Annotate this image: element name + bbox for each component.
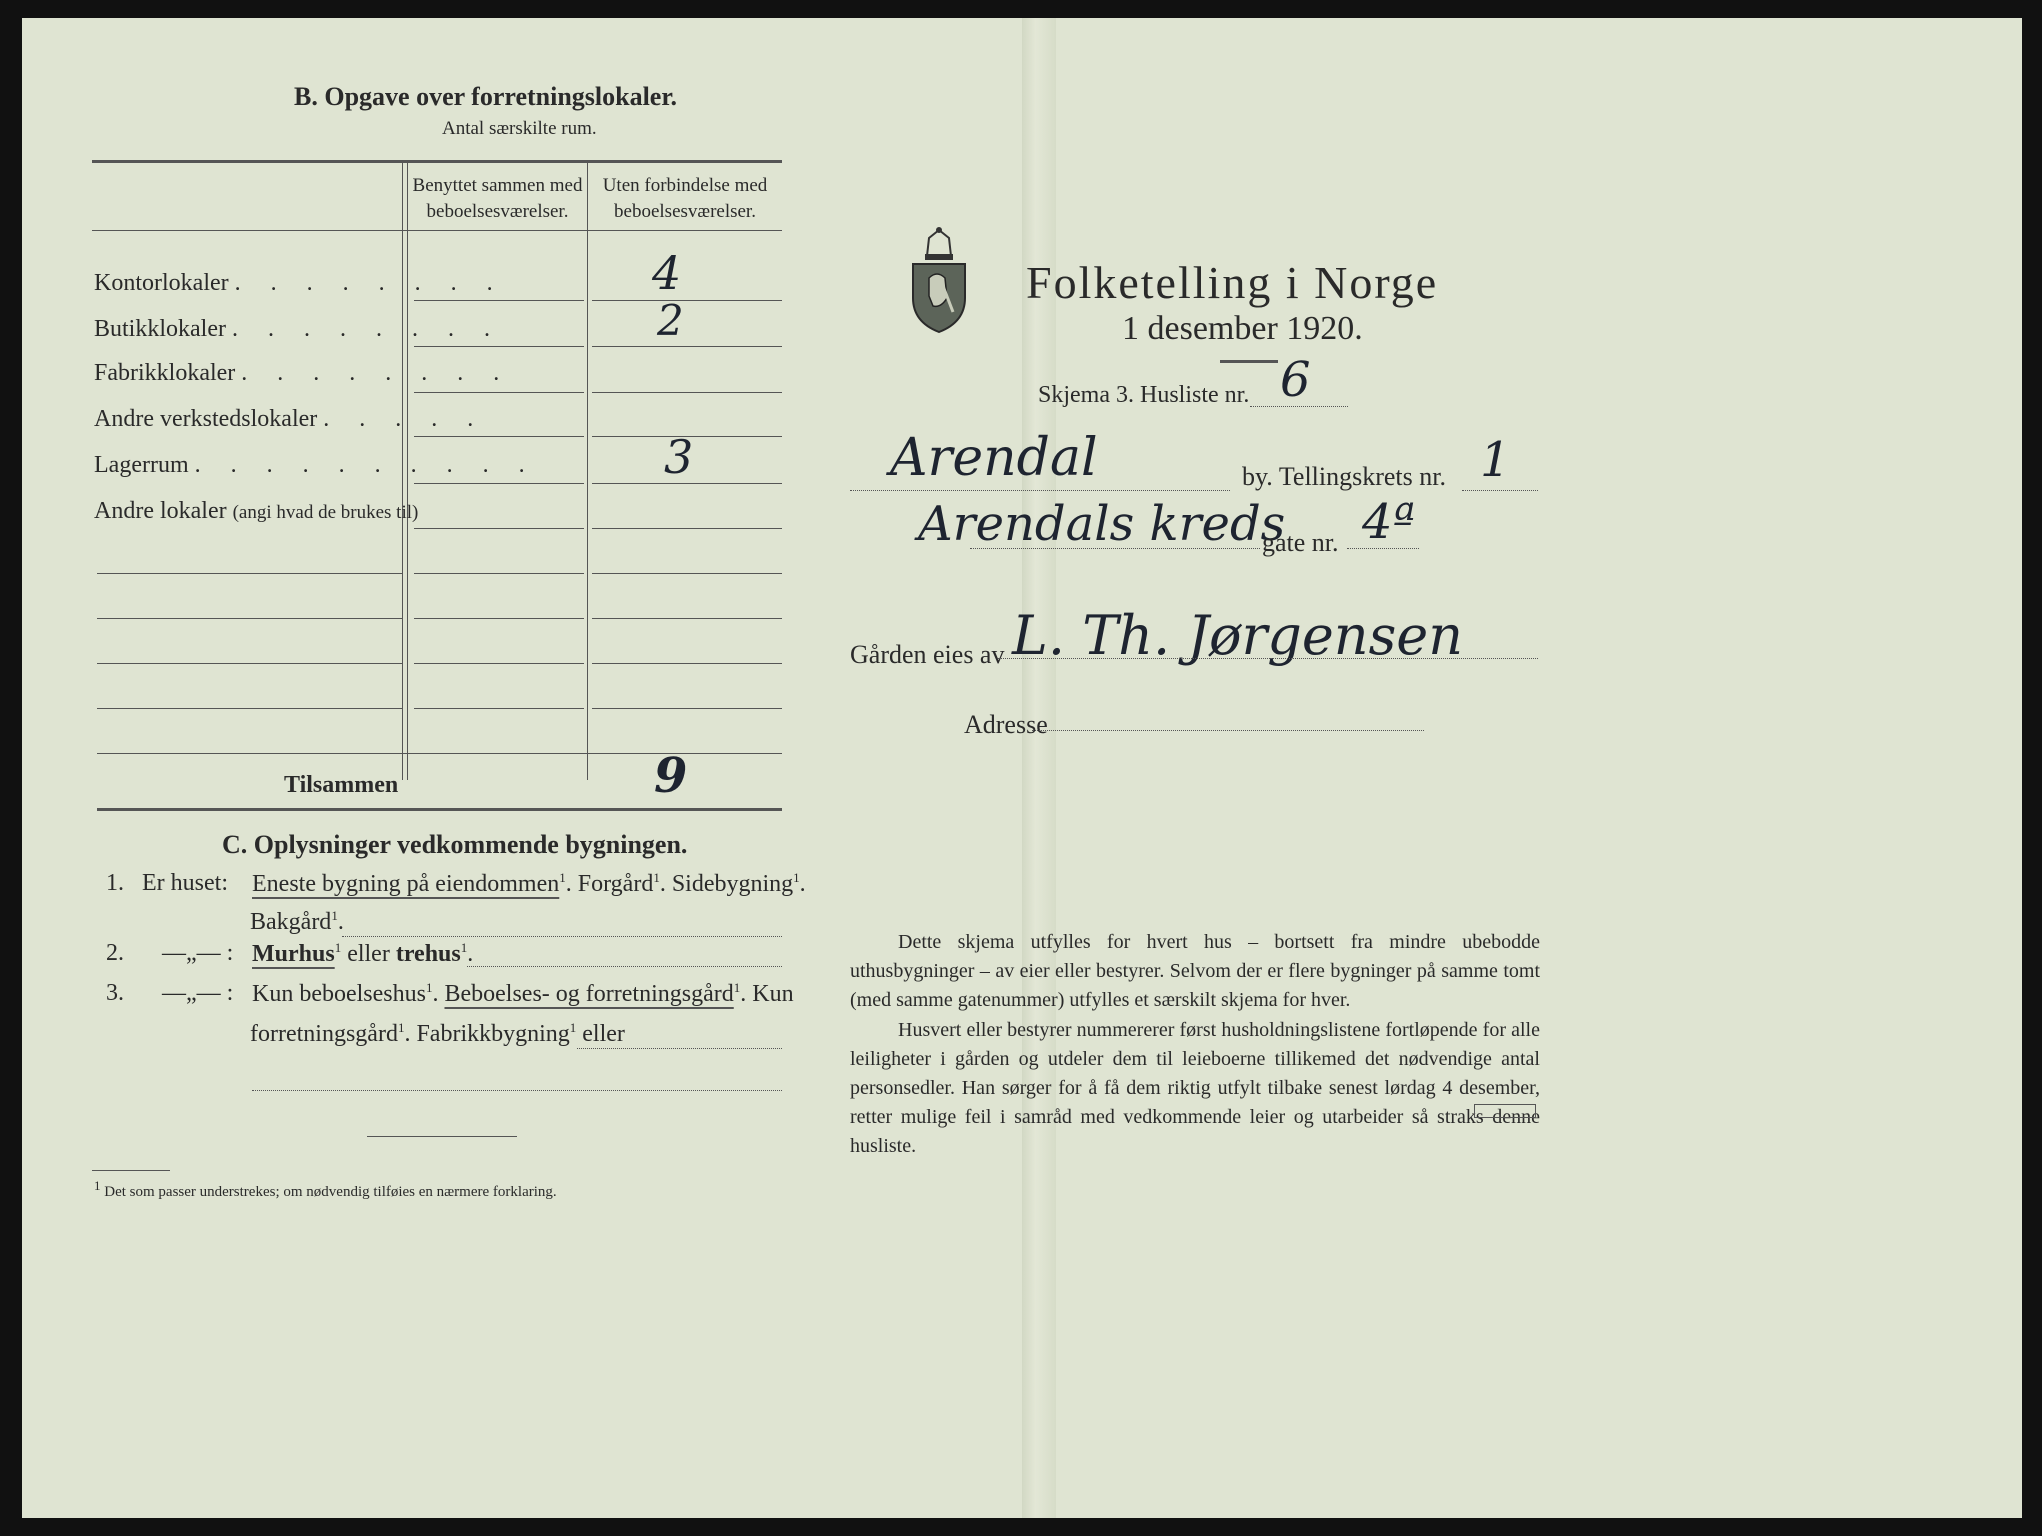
q2-option-murhus: Murhus (252, 941, 335, 967)
census-form-page (22, 18, 2022, 1518)
q3-or: eller (582, 1021, 625, 1047)
q2-label: —„— : (162, 940, 234, 966)
col1-header (410, 173, 585, 225)
krets-number: 1 (1480, 432, 1511, 488)
blank-row-rule (414, 708, 584, 709)
blank-row-rule (97, 708, 402, 709)
gate-number: 4ª (1362, 494, 1416, 550)
col1-header-line1: Benyttet sammen med (412, 175, 583, 196)
total-label: Tilsammen (284, 772, 399, 798)
gate-line (1347, 548, 1419, 549)
q1-option-sidebygning: Sidebygning (671, 871, 794, 897)
blank-row-rule (97, 573, 402, 574)
row-label-lagerrum: Lagerrum . . . . . . . . . . (94, 452, 537, 478)
owner-label: Gården eies av (850, 640, 1005, 669)
q2-number: 2. (106, 940, 124, 966)
total-value: 9 (654, 748, 688, 804)
q3-option-kun: Kun (752, 981, 794, 1007)
instructions-paragraph-2: Husvert eller bestyrer nummererer først husholdningslistene fortløpende for alle leiligheter i gården og utdeler dem til leieboerne tillikemed det nødvendige antal personsedler. Han sørger for å få dem riktig utfylt tilbake senest lørdag 4 desember, retter mulige feil i samråd med vedkommende leier og utarbeider så straks denne husliste. (850, 1019, 1540, 1157)
owner-line (998, 658, 1538, 659)
blank-row-rule (592, 573, 782, 574)
col2-header (590, 173, 780, 225)
blank-row-rule (592, 663, 782, 664)
row-label-andre-lokaler: Andre lokaler (angi hvad de brukes til) (94, 498, 419, 524)
col1-header-line2: beboelsesværelser. (426, 201, 569, 222)
q2-fill-line (467, 966, 782, 967)
krets-line (1462, 490, 1538, 491)
section-end-rule (367, 1136, 517, 1137)
owner-handwritten: L. Th. Jørgensen (1012, 604, 1464, 667)
printer-mark (1474, 1104, 1536, 1118)
q1-fill-line (342, 936, 782, 937)
blank-row-rule (414, 663, 584, 664)
street-handwritten: Arendals kreds (918, 496, 1286, 552)
q3-options: Kun beboelseshus$^1$. Beboelses- og forretningsgård$^1$. Kun (252, 980, 794, 1007)
blank-row-rule (592, 618, 782, 619)
by-krets-label: by. Tellingskrets nr. (1242, 462, 1447, 491)
city-handwritten: Arendal (890, 428, 1098, 488)
schema-label: Skjema 3. Husliste nr. (1038, 382, 1250, 408)
q3-option-beboelses-og-forretningsgard: Beboelses- og forretningsgård (444, 981, 734, 1007)
blank-row-rule (414, 618, 584, 619)
q3-fill-line-2 (252, 1090, 782, 1091)
street-line (970, 548, 1260, 549)
q2-options: Murhus$^1$ eller trehus$^1$. (252, 940, 474, 967)
table-col-divider-2 (587, 160, 588, 780)
row-rule (414, 392, 584, 393)
q2-or: eller (347, 941, 390, 967)
row-label-kontorlokaler: Kontorlokaler . . . . . . . . (94, 270, 505, 296)
row-rule (592, 392, 782, 393)
row-rule (414, 346, 584, 347)
blank-row-rule (97, 618, 402, 619)
form-title: Folketelling i Norge (1026, 257, 1439, 308)
city-line (850, 490, 1230, 491)
title-rule (1220, 360, 1278, 363)
row-rule (592, 483, 782, 484)
row-label-fabrikklokaler: Fabrikklokaler . . . . . . . . (94, 360, 512, 386)
q2-option-trehus: trehus (395, 941, 461, 967)
q3-number: 3. (106, 980, 124, 1006)
section-c-title: C. Oplysninger vedkommende bygningen. (222, 830, 688, 859)
q1-label: Er huset: (142, 870, 228, 896)
section-b-subtitle: Antal særskilte rum. (442, 118, 597, 139)
row-rule (592, 300, 782, 301)
q3-option-forretningsgard: forretningsgård (250, 1021, 398, 1047)
footnote: $^1$ Det som passer understrekes; om nødvendig tilføies en nærmere forklaring. (94, 1178, 557, 1200)
row-rule (414, 483, 584, 484)
table-bottom-rule (97, 808, 782, 811)
row-value-lagerrum: 3 (664, 430, 694, 484)
col2-header-line1: Uten forbindelse med (602, 175, 768, 196)
coat-of-arms-icon (907, 226, 971, 336)
section-b-title: B. Opgave over forretningslokaler. (294, 82, 678, 111)
q3-fill-line (577, 1048, 782, 1049)
q1-option-eneste: Eneste bygning på eiendommen (252, 871, 560, 897)
q1-options: Eneste bygning på eiendommen$^1$. Forgård$^1$. Sidebygning$^1$. (252, 870, 806, 897)
instructions-paragraph-1: Dette skjema utfylles for hvert hus – bortsett fra mindre ubebodde uthusbygninger – av eier eller bestyrer. Selvom der er flere bygninger på samme tomt (med samme gatenummer) utfylles et særskilt skjema for hver. (850, 931, 1540, 1011)
address-label: Adresse (964, 710, 1048, 739)
footnote-rule (92, 1170, 170, 1171)
q3-option-kun-beboelseshus: Kun beboelseshus (252, 981, 426, 1007)
form-date: 1 desember 1920. (1122, 310, 1363, 347)
table-top-rule (92, 160, 782, 163)
row-rule (414, 300, 584, 301)
gate-label: gate nr. (1262, 528, 1339, 557)
husliste-line (1250, 406, 1348, 407)
page-fold (1022, 18, 1056, 1518)
table-header-rule (92, 230, 782, 231)
blank-row-rule (592, 708, 782, 709)
row-label-butikklokaler: Butikklokaler . . . . . . . . (94, 316, 502, 342)
row-rule (414, 528, 584, 529)
address-line (1032, 730, 1424, 731)
blank-row-rule (97, 663, 402, 664)
row-rule (414, 436, 584, 437)
q3-options-line2: forretningsgård$^1$. Fabrikkbygning$^1$ eller (250, 1020, 625, 1047)
q3-label: —„— : (162, 980, 234, 1006)
row-rule (592, 528, 782, 529)
row-label-andre-verkstedslokaler: Andre verkstedslokaler . . . . . (94, 406, 486, 432)
blank-row-rule (414, 573, 584, 574)
husliste-number: 6 (1280, 352, 1311, 408)
q3-option-fabrikkbygning: Fabrikkbygning (416, 1021, 570, 1047)
q1-option-bakgard: Bakgård$^1$. (250, 908, 344, 935)
col2-header-line2: beboelsesværelser. (614, 201, 756, 222)
row-rule (592, 346, 782, 347)
row-value-butikklokaler: 2 (657, 296, 684, 345)
row-value-kontorlokaler: 4 (652, 246, 682, 300)
q1-option-forgard: Forgård (577, 871, 654, 897)
q1-number: 1. (106, 870, 124, 896)
